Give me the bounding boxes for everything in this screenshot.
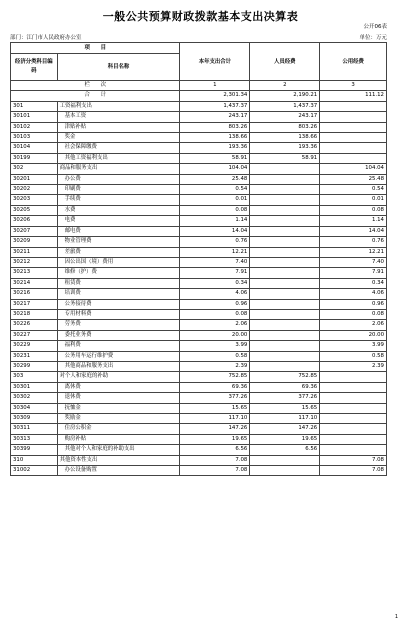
row-total: 104.04 xyxy=(180,164,250,174)
index-label: 栏 次 xyxy=(11,81,180,91)
table-row xyxy=(11,101,387,111)
row-personnel xyxy=(250,320,320,330)
row-public: 0.34 xyxy=(320,278,387,288)
row-personnel: 6.56 xyxy=(250,445,320,455)
row-personnel xyxy=(250,247,320,257)
total-label: 合 计 xyxy=(11,91,180,101)
row-personnel xyxy=(250,278,320,288)
row-personnel: 138.66 xyxy=(250,133,320,143)
table-row xyxy=(11,257,387,267)
row-total: 15.65 xyxy=(180,403,250,413)
row-personnel: 377.26 xyxy=(250,393,320,403)
row-total: 7.08 xyxy=(180,466,250,476)
total-sum: 2,301.34 xyxy=(180,91,250,101)
row-name: 其他资本性支出 xyxy=(57,455,180,465)
table-row xyxy=(11,289,387,299)
row-code: 30206 xyxy=(11,216,58,226)
index-col-2: 2 xyxy=(250,81,320,91)
row-personnel xyxy=(250,257,320,267)
row-code: 30226 xyxy=(11,320,58,330)
row-total: 7.91 xyxy=(180,268,250,278)
table-row xyxy=(11,174,387,184)
row-code: 30218 xyxy=(11,309,58,319)
row-total: 7.08 xyxy=(180,455,250,465)
row-name: 离休费 xyxy=(57,382,180,392)
table-row xyxy=(11,455,387,465)
unit-row xyxy=(10,33,387,41)
row-personnel xyxy=(250,361,320,371)
table-row xyxy=(11,393,387,403)
currency-label: 单位：万元 xyxy=(359,35,387,41)
row-code: 310 xyxy=(11,455,58,465)
row-name: 办公费 xyxy=(57,174,180,184)
row-public: 12.21 xyxy=(320,247,387,257)
row-personnel xyxy=(250,237,320,247)
row-code: 30203 xyxy=(11,195,58,205)
row-personnel xyxy=(250,164,320,174)
row-name: 购房补贴 xyxy=(57,434,180,444)
row-public: 7.08 xyxy=(320,466,387,476)
row-total: 2.06 xyxy=(180,320,250,330)
row-personnel: 15.65 xyxy=(250,403,320,413)
row-public xyxy=(320,393,387,403)
row-public: 0.96 xyxy=(320,299,387,309)
header-public: 公用经费 xyxy=(320,43,387,81)
row-name: 培训费 xyxy=(57,289,180,299)
table-row xyxy=(11,226,387,236)
row-code: 303 xyxy=(11,372,58,382)
expenditure-table xyxy=(10,42,387,476)
row-code: 31002 xyxy=(11,466,58,476)
row-total: 69.36 xyxy=(180,382,250,392)
table-row xyxy=(11,153,387,163)
table-row xyxy=(11,268,387,278)
row-public xyxy=(320,424,387,434)
row-code: 30302 xyxy=(11,393,58,403)
table-row xyxy=(11,330,387,340)
row-name: 其他对个人和家庭的补助支出 xyxy=(57,445,180,455)
row-name: 退休费 xyxy=(57,393,180,403)
row-name: 住房公积金 xyxy=(57,424,180,434)
row-code: 30104 xyxy=(11,143,58,153)
table-row xyxy=(11,351,387,361)
table-row xyxy=(11,299,387,309)
table-row xyxy=(11,164,387,174)
row-public: 20.00 xyxy=(320,330,387,340)
row-personnel xyxy=(250,216,320,226)
header-group: 项 目 xyxy=(11,43,180,54)
row-public: 0.08 xyxy=(320,309,387,319)
row-total: 0.96 xyxy=(180,299,250,309)
row-code: 30202 xyxy=(11,185,58,195)
table-row xyxy=(11,424,387,434)
row-personnel: 117.10 xyxy=(250,414,320,424)
table-row xyxy=(11,372,387,382)
table-row xyxy=(11,112,387,122)
row-name: 租赁费 xyxy=(57,278,180,288)
row-total: 1,437.37 xyxy=(180,101,250,111)
index-col-3: 3 xyxy=(320,81,387,91)
header-code: 经济分类科目编码 xyxy=(11,54,58,81)
row-name: 福利费 xyxy=(57,341,180,351)
total-personnel: 2,190.21 xyxy=(250,91,320,101)
row-public xyxy=(320,434,387,444)
row-name: 工资福利支出 xyxy=(57,101,180,111)
row-total: 2.39 xyxy=(180,361,250,371)
row-name: 委托业务费 xyxy=(57,330,180,340)
row-name: 对个人和家庭的补助 xyxy=(57,372,180,382)
row-code: 30205 xyxy=(11,205,58,215)
row-code: 30213 xyxy=(11,268,58,278)
row-name: 奖金 xyxy=(57,133,180,143)
row-personnel xyxy=(250,185,320,195)
row-total: 377.26 xyxy=(180,393,250,403)
row-code: 30207 xyxy=(11,226,58,236)
row-code: 302 xyxy=(11,164,58,174)
row-name: 其他工资福利支出 xyxy=(57,153,180,163)
row-name: 专用材料费 xyxy=(57,309,180,319)
row-personnel: 1,437.37 xyxy=(250,101,320,111)
row-total: 0.58 xyxy=(180,351,250,361)
table-row xyxy=(11,185,387,195)
row-name: 差旅费 xyxy=(57,247,180,257)
row-total: 6.56 xyxy=(180,445,250,455)
row-personnel: 58.91 xyxy=(250,153,320,163)
row-name: 维修（护）费 xyxy=(57,268,180,278)
row-code: 30301 xyxy=(11,382,58,392)
row-code: 30216 xyxy=(11,289,58,299)
row-personnel: 803.26 xyxy=(250,122,320,132)
row-total: 193.36 xyxy=(180,143,250,153)
row-name: 办公设备购置 xyxy=(57,466,180,476)
row-personnel xyxy=(250,174,320,184)
row-name: 抚恤金 xyxy=(57,403,180,413)
row-name: 商品和服务支出 xyxy=(57,164,180,174)
table-row xyxy=(11,133,387,143)
row-code: 30227 xyxy=(11,330,58,340)
row-code: 30103 xyxy=(11,133,58,143)
row-total: 7.40 xyxy=(180,257,250,267)
row-personnel xyxy=(250,195,320,205)
row-total: 0.76 xyxy=(180,237,250,247)
table-row xyxy=(11,466,387,476)
row-personnel: 19.65 xyxy=(250,434,320,444)
table-row xyxy=(11,341,387,351)
header-total: 本年支出合计 xyxy=(180,43,250,81)
row-name: 印刷费 xyxy=(57,185,180,195)
row-public: 7.40 xyxy=(320,257,387,267)
row-personnel xyxy=(250,299,320,309)
row-name: 公务用车运行维护费 xyxy=(57,351,180,361)
row-public: 1.14 xyxy=(320,216,387,226)
row-personnel xyxy=(250,309,320,319)
row-personnel xyxy=(250,341,320,351)
row-name: 劳务费 xyxy=(57,320,180,330)
row-public: 7.08 xyxy=(320,455,387,465)
table-row xyxy=(11,414,387,424)
row-total: 0.54 xyxy=(180,185,250,195)
row-public: 14.04 xyxy=(320,226,387,236)
row-total: 243.17 xyxy=(180,112,250,122)
row-code: 30399 xyxy=(11,445,58,455)
row-public xyxy=(320,101,387,111)
row-public xyxy=(320,414,387,424)
row-public: 2.06 xyxy=(320,320,387,330)
row-personnel xyxy=(250,226,320,236)
total-public: 111.12 xyxy=(320,91,387,101)
row-total: 25.48 xyxy=(180,174,250,184)
table-row xyxy=(11,143,387,153)
row-public: 7.91 xyxy=(320,268,387,278)
row-name: 奖励金 xyxy=(57,414,180,424)
row-name: 基本工资 xyxy=(57,112,180,122)
row-total: 0.08 xyxy=(180,309,250,319)
row-name: 手续费 xyxy=(57,195,180,205)
row-code: 30212 xyxy=(11,257,58,267)
row-public xyxy=(320,403,387,413)
row-code: 30299 xyxy=(11,361,58,371)
row-code: 30304 xyxy=(11,403,58,413)
row-personnel xyxy=(250,466,320,476)
table-row xyxy=(11,216,387,226)
row-total: 20.00 xyxy=(180,330,250,340)
header-personnel: 人员经费 xyxy=(250,43,320,81)
row-code: 30209 xyxy=(11,237,58,247)
row-code: 30231 xyxy=(11,351,58,361)
row-public xyxy=(320,133,387,143)
row-personnel: 193.36 xyxy=(250,143,320,153)
row-public: 0.76 xyxy=(320,237,387,247)
row-total: 4.06 xyxy=(180,289,250,299)
row-personnel xyxy=(250,330,320,340)
row-code: 30199 xyxy=(11,153,58,163)
table-row xyxy=(11,361,387,371)
row-total: 12.21 xyxy=(180,247,250,257)
row-name: 因公出国（境）费用 xyxy=(57,257,180,267)
row-total: 752.85 xyxy=(180,372,250,382)
row-public: 0.54 xyxy=(320,185,387,195)
row-public: 2.39 xyxy=(320,361,387,371)
row-code: 30309 xyxy=(11,414,58,424)
row-public xyxy=(320,445,387,455)
row-public xyxy=(320,122,387,132)
row-public: 0.01 xyxy=(320,195,387,205)
row-total: 0.34 xyxy=(180,278,250,288)
index-col-1: 1 xyxy=(180,81,250,91)
page-title: 一般公共预算财政拨款基本支出决算表 xyxy=(102,10,299,23)
row-personnel xyxy=(250,289,320,299)
row-total: 19.65 xyxy=(180,434,250,444)
table-row xyxy=(11,434,387,444)
total-row xyxy=(11,91,387,101)
row-code: 301 xyxy=(11,101,58,111)
row-total: 147.26 xyxy=(180,424,250,434)
table-row xyxy=(11,205,387,215)
table-row xyxy=(11,195,387,205)
row-total: 803.26 xyxy=(180,122,250,132)
table-row xyxy=(11,122,387,132)
row-name: 津贴补贴 xyxy=(57,122,180,132)
row-code: 30217 xyxy=(11,299,58,309)
row-public xyxy=(320,153,387,163)
table-row xyxy=(11,278,387,288)
table-row xyxy=(11,237,387,247)
row-public: 4.06 xyxy=(320,289,387,299)
index-row xyxy=(11,81,387,91)
form-number: 公开06表 xyxy=(363,24,387,30)
table-row xyxy=(11,320,387,330)
row-code: 30214 xyxy=(11,278,58,288)
table-row xyxy=(11,403,387,413)
row-public xyxy=(320,143,387,153)
row-personnel xyxy=(250,268,320,278)
row-total: 3.99 xyxy=(180,341,250,351)
row-name: 水费 xyxy=(57,205,180,215)
row-name: 其他商品和服务支出 xyxy=(57,361,180,371)
row-name: 邮电费 xyxy=(57,226,180,236)
row-code: 30211 xyxy=(11,247,58,257)
table-row xyxy=(11,445,387,455)
row-public xyxy=(320,382,387,392)
row-total: 117.10 xyxy=(180,414,250,424)
row-personnel: 752.85 xyxy=(250,372,320,382)
row-public: 104.04 xyxy=(320,164,387,174)
row-public: 25.48 xyxy=(320,174,387,184)
table-row xyxy=(11,382,387,392)
row-name: 公务接待费 xyxy=(57,299,180,309)
row-code: 30102 xyxy=(11,122,58,132)
row-personnel xyxy=(250,205,320,215)
row-code: 30201 xyxy=(11,174,58,184)
row-public xyxy=(320,112,387,122)
page-mark: 1 xyxy=(394,614,398,620)
row-total: 58.91 xyxy=(180,153,250,163)
row-name: 社会保障缴费 xyxy=(57,143,180,153)
row-public xyxy=(320,372,387,382)
row-name: 物业管理费 xyxy=(57,237,180,247)
row-personnel: 243.17 xyxy=(250,112,320,122)
row-total: 0.01 xyxy=(180,195,250,205)
row-total: 14.04 xyxy=(180,226,250,236)
row-name: 电费 xyxy=(57,216,180,226)
row-personnel: 69.36 xyxy=(250,382,320,392)
row-code: 30313 xyxy=(11,434,58,444)
row-total: 138.66 xyxy=(180,133,250,143)
header-row-1 xyxy=(11,43,387,54)
table-row xyxy=(11,247,387,257)
row-personnel xyxy=(250,455,320,465)
row-public: 3.99 xyxy=(320,341,387,351)
row-total: 0.08 xyxy=(180,205,250,215)
row-personnel xyxy=(250,351,320,361)
department-label: 部门：江门市人民政府办公室 xyxy=(10,35,82,41)
row-total: 1.14 xyxy=(180,216,250,226)
row-public: 0.58 xyxy=(320,351,387,361)
row-personnel: 147.26 xyxy=(250,424,320,434)
row-public: 0.08 xyxy=(320,205,387,215)
row-code: 30229 xyxy=(11,341,58,351)
header-name: 科目名称 xyxy=(57,54,180,81)
row-code: 30101 xyxy=(11,112,58,122)
row-code: 30311 xyxy=(11,424,58,434)
table-row xyxy=(11,309,387,319)
